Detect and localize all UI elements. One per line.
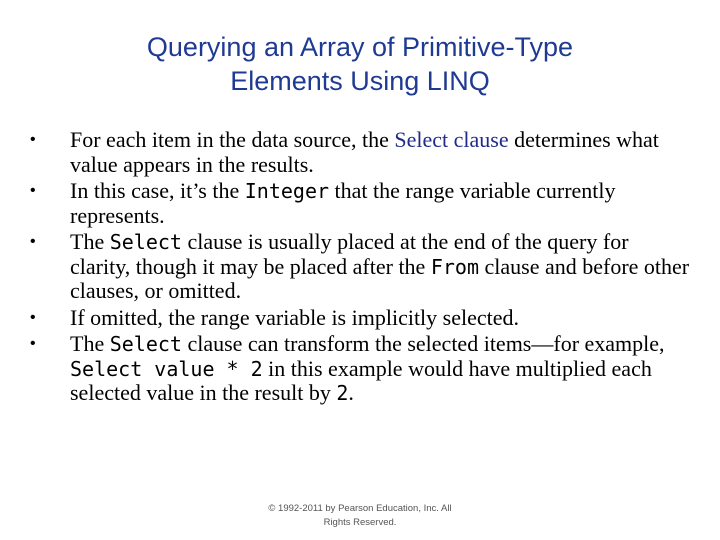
footer-line-1: © 1992-2011 by Pearson Education, Inc. All bbox=[268, 503, 452, 514]
code-integer: Integer bbox=[244, 179, 330, 203]
footer-line-2: Rights Reserved. bbox=[323, 517, 397, 528]
bullet-item-1 bbox=[30, 128, 690, 177]
code-from: From bbox=[430, 254, 479, 279]
copyright-footer bbox=[240, 502, 480, 530]
bullet-text: . bbox=[348, 380, 354, 405]
slide-title-line-1: Querying an Array of Primitive-Type bbox=[146, 32, 574, 62]
bullet-text: in this example would have multiplied each selected value in the result by bbox=[70, 355, 652, 405]
bullet-text: that the range variable currently represents. bbox=[70, 178, 616, 228]
select-clause-term: Select clause bbox=[394, 127, 509, 152]
bullet-marker: • bbox=[30, 182, 36, 199]
bullet-item-3 bbox=[30, 230, 690, 304]
bullet-text: For each item in the data source, the bbox=[70, 127, 395, 152]
bullet-item-2 bbox=[30, 179, 690, 228]
bullet-item-4 bbox=[30, 306, 690, 331]
bullet-text: The bbox=[70, 331, 110, 356]
slide-title bbox=[60, 30, 660, 98]
code-select: Select bbox=[109, 230, 182, 254]
bullet-marker: • bbox=[30, 335, 36, 352]
code-select-value-times-2: Select value * 2 bbox=[70, 356, 263, 381]
slide-title-line-2: Elements Using LINQ bbox=[230, 66, 490, 96]
code-2: 2 bbox=[336, 381, 349, 405]
code-select: Select bbox=[109, 332, 182, 356]
bullet-marker: • bbox=[30, 233, 36, 250]
bullet-text: In this case, it’s the bbox=[70, 178, 245, 203]
bullet-text: If omitted, the range variable is implicitly selected. bbox=[70, 304, 520, 330]
bullet-text: determines what value appears in the results. bbox=[70, 127, 659, 177]
bullet-item-5 bbox=[30, 332, 690, 406]
bullet-text: clause can transform the selected items—for example, bbox=[181, 331, 665, 356]
bullet-text: The bbox=[70, 229, 110, 254]
bullet-text: clause and before other clauses, or omitted. bbox=[70, 253, 690, 303]
bullet-marker: • bbox=[30, 308, 36, 326]
bullet-marker: • bbox=[30, 131, 36, 148]
bullet-list bbox=[30, 128, 690, 408]
bullet-text: clause is usually placed at the end of the query for clarity, though it may be placed after the bbox=[70, 229, 629, 279]
